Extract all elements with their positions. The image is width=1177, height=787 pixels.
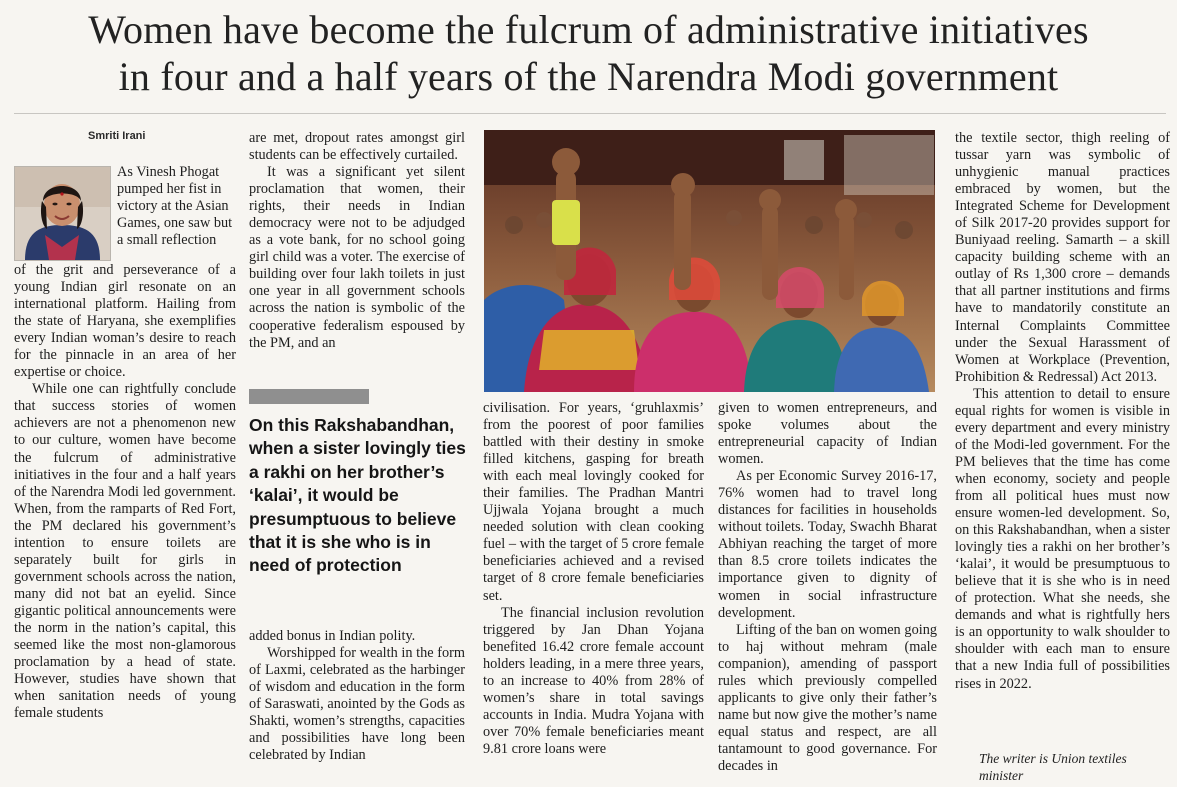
article-column-2 [249,130,465,352]
rally-photo [484,130,935,392]
headline-rule [14,113,1166,114]
article-paragraph: the textile sector, thigh reeling of tussar yarn was symbolic of unhygienic manual practices embraced by women, but the Integrated Scheme for Development of Silk 2017-20 provides support for Buniyaad reeling. Samarth – a skill capacity building scheme with an outlay of Rs 1,300 crore – demands that all partner institutions and firms have to mandatorily constitute an Internal Complaints Committee under the Sexual Harassment of Women at Workplace (Prevention, Prohibition & Redressal) Act 2013. [955,130,1170,385]
article-paragraph: of the grit and perseverance of a young Indian girl resonate on an international platform. Hailing from the state of Haryana, she exemplifies every Indian woman’s desire to reach for the pinnacle in an area of her expertise or choice. [14,262,236,381]
article-paragraph: are met, dropout rates amongst girl students can be effectively curtailed. [249,130,465,164]
pull-quote-bar [249,389,369,404]
writer-note: The writer is Union textiles minister [979,751,1127,783]
article-column-1 [14,262,236,722]
headline-line-1: Women have become the fulcrum of administrative initiatives [88,7,1089,52]
article-paragraph: added bonus in Indian polity. [249,628,416,644]
headline [0,6,1177,100]
pull-quote: On this Rakshabandhan, when a sister lovingly ties a rakhi on her brother’s ‘kalai’, it would be presumptuous to believe that it is she who is in need of protection [249,415,466,576]
column-1-top-text [117,164,236,249]
article-column-5 [955,130,1170,693]
article-column-2-bottom [249,628,465,764]
article-column-3 [483,400,704,758]
headline-line-2: in four and a half years of the Narendra Modi government [118,54,1059,99]
byline: Smriti Irani [88,130,146,142]
article-paragraph: As Vinesh Phogat pumped her fist in victory at the Asian Games, one saw but a small reflection [117,164,233,249]
article-paragraph: While one can rightfully conclude that success stories of women achievers are not a phenomenon new to our culture, women have become the fulcrum of administrative initiatives in the four and a half years of the Narendra Modi led government. When, from the ramparts of Red Fort, the PM declared his government’s intention to ensure toilets are separately built for girls in government schools across the nation, many did not bat an eyelid. Since gigantic political announcements were the norm in the nation’s capital, this seemed like the most non-glamorous proclamation by a head of state. However, studies have shown that when sanitation needs of young female students [14,381,236,722]
article-paragraph: civilisation. For years, ‘gruhlaxmis’ from the poorest of poor families battled with their destiny in smoke filled kitchens, gasping for breath with each meal lovingly cooked for their families. The Pradhan Mantri Ujjwala Yojana brought a much needed solution with clean cooking fuel – with the target of 5 crore female beneficiaries achieved and a revised target of 8 crore female beneficiaries set. [483,400,704,604]
author-portrait [14,166,111,261]
article-paragraph: given to women entrepreneurs, and spoke volumes about the entrepreneurial capacity of Indian women. [718,400,937,468]
article-paragraph: As per Economic Survey 2016-17, 76% women had to travel long distances for facilities in households without toilets. Today, Swachh Bharat Abhiyan reaching the target of more than 8.5 crore toilets indicates the importance given to dignity of women in social infrastructure development. [718,468,937,621]
article-paragraph: Lifting of the ban on women going to haj without mehram (male companion), amending of passport rules which previously compelled applicants to give only their father’s name but now give the mother’s name equal status and respect, are all tantamount to good governance. For decades in [718,621,937,774]
article-paragraph: Worshipped for wealth in the form of Laxmi, celebrated as the harbinger of wisdom and education in the form of Saraswati, anointed by the Gods as Shakti, women’s strengths, capacities and possibilities have long been celebrated by Indian [249,645,465,764]
article-column-4 [718,400,937,775]
article-paragraph: This attention to detail to ensure equal rights for women is visible in every department and every ministry of the Modi-led government. For the PM believes that the time has come when economy, society and people from all political hues must now ensure women-led development. So, on this Rakshabandhan, when a sister lovingly ties a rakhi on her brother’s ‘kalai’, it would be presumptuous to believe that it is she who is in need of protection. What she needs, she demands and what is rightfully hers is an opportunity to walk shoulder to shoulder with each man to ensure that a new India full of possibilities rises in 2022. [955,385,1170,692]
article-paragraph: It was a significant yet silent proclamation that women, their rights, their needs in Indian democracy were not to be adjudged as a vote bank, for no school going girl child was a voter. The exercise of building over four lakh toilets in just one year in all government schools across the nation is symbolic of the cooperative federalism espoused by the PM, and an [249,164,465,351]
article-paragraph: The financial inclusion revolution triggered by Jan Dhan Yojana benefited 16.42 crore female account holders leading, in a mere three years, to an increase to 40% from 28% of women’s share in total savings accounts in India. Mudra Yojana with over 70% female beneficiaries meant 9.81 crore loans were [483,604,704,757]
